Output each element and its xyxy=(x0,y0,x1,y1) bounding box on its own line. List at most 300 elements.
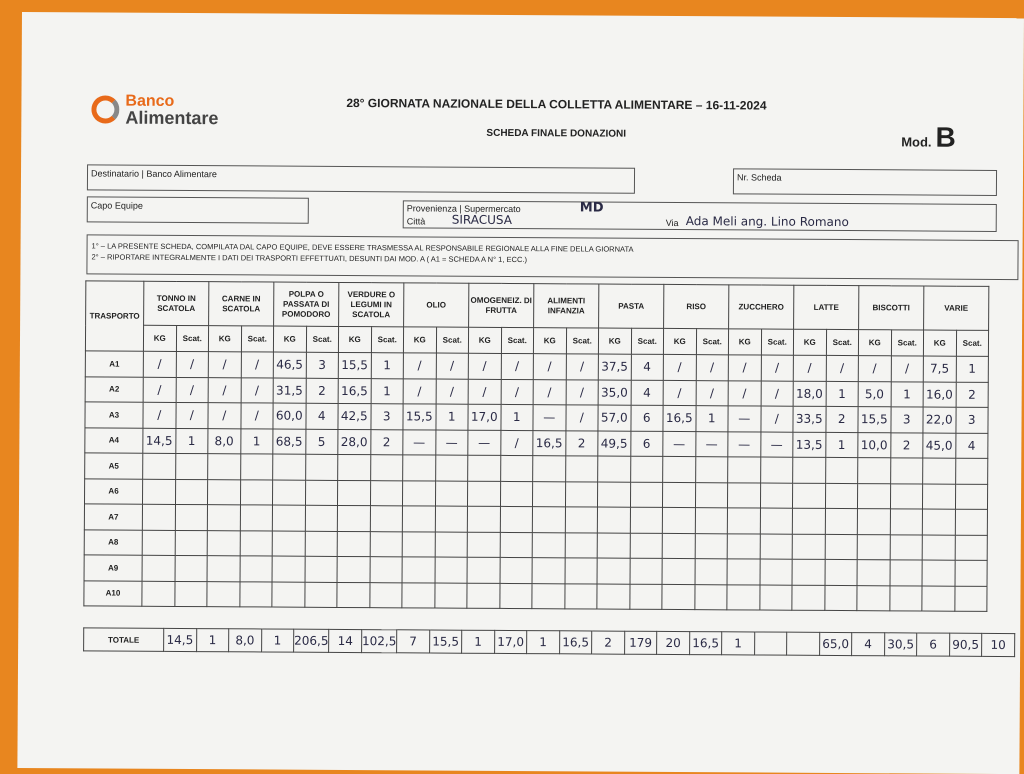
table-cell: / xyxy=(436,379,469,405)
table-cell: — xyxy=(728,431,761,457)
table-cell: 3 xyxy=(370,404,403,430)
instruction-line-1: 1° – LA PRESENTE SCHEDA, COMPILATA DAL CAPO EQUIPE, DEVE ESSERE TRASMESSA AL RESPONSABILE REGIONALE ALLA FINE DELLA GIORNATA xyxy=(91,241,634,254)
page-subtitle: SCHEDA FINALE DONAZIONI xyxy=(486,127,627,140)
table-cell xyxy=(468,455,501,481)
transport-table xyxy=(83,280,989,612)
table-cell: 33,5 xyxy=(793,406,826,432)
nr-scheda-field xyxy=(733,168,997,196)
transport-row-label: A5 xyxy=(85,453,143,479)
table-cell: 16,0 xyxy=(923,382,956,408)
table-cell: 17,0 xyxy=(468,404,501,430)
table-cell xyxy=(695,533,728,559)
table-cell xyxy=(500,481,533,507)
table-cell: 46,5 xyxy=(273,352,306,378)
table-cell xyxy=(890,560,923,586)
table-cell xyxy=(597,482,630,508)
totale-cell: 15,5 xyxy=(429,630,462,653)
table-cell: — xyxy=(695,431,728,457)
table-cell: 1 xyxy=(240,428,273,454)
table-cell: / xyxy=(760,406,793,432)
table-cell xyxy=(922,560,955,586)
table-cell xyxy=(272,531,305,557)
kg-subheader: KG xyxy=(858,330,891,356)
kg-subheader: KG xyxy=(793,329,826,355)
totale-cell: 90,5 xyxy=(949,633,982,656)
category-header: OMOGENEIZ. DI FRUTTA xyxy=(469,283,534,327)
table-cell xyxy=(922,586,955,612)
table-cell xyxy=(369,582,402,608)
provenienza-field xyxy=(403,200,997,232)
table-cell xyxy=(565,558,598,584)
table-cell: / xyxy=(663,354,696,380)
table-cell xyxy=(922,509,955,535)
table-cell xyxy=(403,455,436,481)
table-cell: 3 xyxy=(955,407,988,433)
table-cell xyxy=(922,535,955,561)
table-cell: / xyxy=(533,379,566,405)
table-cell: / xyxy=(240,403,273,429)
table-cell xyxy=(629,584,662,610)
totale-cell: 1 xyxy=(722,632,755,655)
totale-cell: 102,5 xyxy=(361,630,396,653)
table-cell: / xyxy=(143,351,176,377)
table-cell: 35,0 xyxy=(598,380,631,406)
table-cell: 1 xyxy=(825,432,858,458)
scat-subheader: Scat. xyxy=(761,329,794,355)
table-cell xyxy=(532,583,565,609)
table-cell xyxy=(467,481,500,507)
table-cell: 16,5 xyxy=(533,430,566,456)
table-cell xyxy=(923,458,956,484)
table-cell xyxy=(630,456,663,482)
logo-line-2: Alimentare xyxy=(125,107,219,129)
table-cell xyxy=(500,506,533,532)
totale-cell xyxy=(754,632,787,655)
table-cell: / xyxy=(143,402,176,428)
table-cell xyxy=(565,507,598,533)
table-cell: 1 xyxy=(175,428,208,454)
table-cell: / xyxy=(761,355,794,381)
table-cell xyxy=(630,558,663,584)
scat-subheader: Scat. xyxy=(566,328,599,354)
table-cell xyxy=(207,479,240,505)
table-cell xyxy=(662,558,695,584)
table-cell: 15,5 xyxy=(338,352,371,378)
table-cell xyxy=(304,582,337,608)
table-cell xyxy=(207,556,240,582)
table-cell: 6 xyxy=(630,431,663,457)
table-cell: / xyxy=(468,379,501,405)
table-cell xyxy=(760,483,793,509)
table-cell: 2 xyxy=(370,429,403,455)
table-cell xyxy=(760,457,793,483)
table-cell: 1 xyxy=(500,404,533,430)
table-cell xyxy=(954,586,987,612)
table-cell: 5 xyxy=(305,429,338,455)
table-cell xyxy=(142,555,175,581)
table-cell xyxy=(174,581,207,607)
table-cell xyxy=(824,585,857,611)
table-cell xyxy=(175,530,208,556)
totale-cell: 65,0 xyxy=(819,632,852,655)
table-cell: / xyxy=(501,379,534,405)
table-cell: 1 xyxy=(371,378,404,404)
category-header: VARIE xyxy=(924,286,989,330)
table-cell xyxy=(175,555,208,581)
citta-label: Città xyxy=(406,216,426,227)
table-cell xyxy=(792,483,825,509)
table-cell: 4 xyxy=(305,403,338,429)
table-cell: 57,0 xyxy=(598,405,631,431)
table-cell xyxy=(500,532,533,558)
table-cell xyxy=(175,453,208,479)
table-cell xyxy=(272,582,305,608)
table-cell: 14,5 xyxy=(143,428,176,454)
table-cell xyxy=(792,508,825,534)
scat-subheader: Scat. xyxy=(436,327,469,353)
table-cell: / xyxy=(208,377,241,403)
table-cell xyxy=(467,506,500,532)
table-cell: / xyxy=(565,405,598,431)
table-cell xyxy=(728,457,761,483)
table-cell xyxy=(467,532,500,558)
table-cell xyxy=(305,556,338,582)
transport-row-label: A6 xyxy=(84,478,142,504)
page-title: 28° GIORNATA NAZIONALE DELLA COLLETTA ALIMENTARE – 16-11-2024 xyxy=(346,95,767,113)
table-cell: 1 xyxy=(371,353,404,379)
table-cell: / xyxy=(403,353,436,379)
table-cell: 18,0 xyxy=(793,381,826,407)
table-cell xyxy=(858,458,891,484)
table-cell xyxy=(825,534,858,560)
table-cell xyxy=(857,560,890,586)
transport-row-label: A1 xyxy=(85,351,143,377)
table-cell: / xyxy=(728,355,761,381)
table-cell xyxy=(759,585,792,611)
table-cell xyxy=(175,504,208,530)
table-cell xyxy=(695,482,728,508)
table-cell: / xyxy=(826,355,859,381)
table-cell xyxy=(857,534,890,560)
totale-cell: 8,0 xyxy=(229,629,262,652)
transport-row-label: A8 xyxy=(84,529,142,555)
table-cell xyxy=(760,559,793,585)
table-cell: 1 xyxy=(956,356,989,382)
table-cell: 15,5 xyxy=(858,407,891,433)
table-cell: 8,0 xyxy=(208,428,241,454)
totale-table xyxy=(83,627,1015,657)
table-cell xyxy=(467,583,500,609)
scat-subheader: Scat. xyxy=(956,330,989,356)
kg-subheader: KG xyxy=(663,328,696,354)
transport-row-label: A3 xyxy=(85,402,143,428)
scat-subheader: Scat. xyxy=(696,329,729,355)
table-cell xyxy=(663,456,696,482)
table-cell xyxy=(240,556,273,582)
table-cell xyxy=(337,556,370,582)
category-header: OLIO xyxy=(404,283,469,327)
table-cell xyxy=(727,482,760,508)
capo-equipe-field xyxy=(87,196,309,223)
kg-subheader: KG xyxy=(273,326,306,352)
table-cell xyxy=(272,556,305,582)
category-header: BISCOTTI xyxy=(859,286,924,330)
table-cell: 4 xyxy=(955,433,988,459)
table-cell xyxy=(565,532,598,558)
table-cell xyxy=(208,454,241,480)
table-cell xyxy=(533,456,566,482)
transport-row-label: A2 xyxy=(85,376,143,402)
table-cell xyxy=(370,531,403,557)
table-cell xyxy=(597,558,630,584)
totale-cell: 1 xyxy=(261,629,294,652)
totale-cell: 14,5 xyxy=(164,628,197,651)
mod-value: B xyxy=(935,121,956,153)
table-cell xyxy=(792,585,825,611)
table-cell xyxy=(142,581,175,607)
table-cell xyxy=(955,560,988,586)
table-cell: — xyxy=(403,429,436,455)
table-cell xyxy=(239,581,272,607)
table-cell xyxy=(825,457,858,483)
kg-subheader: KG xyxy=(403,327,436,353)
table-cell xyxy=(337,480,370,506)
table-cell: 16,5 xyxy=(663,405,696,431)
table-cell: 3 xyxy=(306,352,339,378)
scat-subheader: Scat. xyxy=(891,330,924,356)
table-cell: 15,5 xyxy=(403,404,436,430)
table-cell: / xyxy=(891,356,924,382)
table-cell: / xyxy=(663,380,696,406)
table-cell xyxy=(760,508,793,534)
totale-cell: 1 xyxy=(527,631,560,654)
category-header: LATTE xyxy=(794,285,859,329)
table-cell xyxy=(370,557,403,583)
totale-cell: 30,5 xyxy=(884,633,917,656)
table-cell: 6 xyxy=(630,405,663,431)
destinatario-label: Destinatario | Banco Alimentare xyxy=(90,168,217,180)
table-cell: / xyxy=(501,353,534,379)
kg-subheader: KG xyxy=(533,328,566,354)
table-cell: / xyxy=(208,352,241,378)
table-cell xyxy=(240,505,273,531)
table-cell: / xyxy=(143,377,176,403)
table-cell xyxy=(500,455,533,481)
table-cell xyxy=(727,533,760,559)
table-cell: / xyxy=(436,353,469,379)
table-cell: 68,5 xyxy=(273,429,306,455)
table-cell xyxy=(435,557,468,583)
table-cell: 37,5 xyxy=(598,354,631,380)
table-cell: / xyxy=(696,380,729,406)
table-cell: / xyxy=(175,402,208,428)
scat-subheader: Scat. xyxy=(176,325,209,351)
table-cell xyxy=(694,584,727,610)
table-cell xyxy=(434,583,467,609)
table-cell xyxy=(142,530,175,556)
table-cell xyxy=(402,531,435,557)
transport-row-label: A4 xyxy=(85,427,143,453)
table-cell xyxy=(890,509,923,535)
table-cell: 7,5 xyxy=(923,356,956,382)
table-cell: 3 xyxy=(890,407,923,433)
table-cell xyxy=(532,481,565,507)
table-cell xyxy=(565,481,598,507)
table-cell: / xyxy=(176,351,209,377)
table-cell xyxy=(142,479,175,505)
table-cell: 31,5 xyxy=(273,378,306,404)
table-cell: / xyxy=(241,352,274,378)
table-cell: 4 xyxy=(631,354,664,380)
table-cell: 28,0 xyxy=(338,429,371,455)
table-cell: / xyxy=(566,354,599,380)
table-cell: 1 xyxy=(695,406,728,432)
table-cell: / xyxy=(696,355,729,381)
table-cell xyxy=(435,481,468,507)
table-cell: 10,0 xyxy=(858,432,891,458)
table-cell xyxy=(889,585,922,611)
kg-subheader: KG xyxy=(468,327,501,353)
transport-row-label: A10 xyxy=(84,580,142,606)
table-cell: / xyxy=(793,355,826,381)
table-cell: 22,0 xyxy=(923,407,956,433)
kg-subheader: KG xyxy=(338,326,371,352)
table-cell xyxy=(207,505,240,531)
table-cell xyxy=(305,505,338,531)
banco-alimentare-logo xyxy=(91,92,218,127)
citta-value: SIRACUSA xyxy=(451,212,513,227)
table-cell xyxy=(825,508,858,534)
instructions-box xyxy=(86,234,1018,280)
table-cell xyxy=(207,581,240,607)
table-cell: / xyxy=(761,381,794,407)
table-cell: — xyxy=(435,430,468,456)
table-cell xyxy=(922,484,955,510)
table-cell xyxy=(402,480,435,506)
table-cell xyxy=(499,583,532,609)
kg-subheader: KG xyxy=(728,329,761,355)
table-cell: 2 xyxy=(306,378,339,404)
table-cell xyxy=(240,479,273,505)
table-cell xyxy=(338,454,371,480)
logo-mark-icon xyxy=(91,95,119,123)
table-cell: 2 xyxy=(956,382,989,408)
table-cell xyxy=(272,505,305,531)
table-cell xyxy=(305,480,338,506)
provenienza-label: Provenienza | Supermercato xyxy=(406,203,521,215)
table-cell xyxy=(370,480,403,506)
totale-cell: 2 xyxy=(592,631,625,654)
table-cell xyxy=(857,483,890,509)
table-cell xyxy=(662,507,695,533)
mod-label: Mod. xyxy=(901,134,932,150)
table-cell: / xyxy=(728,380,761,406)
mod-badge xyxy=(901,121,956,153)
table-cell xyxy=(402,506,435,532)
via-label: Via xyxy=(665,217,679,229)
table-cell xyxy=(597,533,630,559)
table-cell: 60,0 xyxy=(273,403,306,429)
via-value: Ada Meli ang. Lino Romano xyxy=(685,214,849,230)
table-cell: 1 xyxy=(435,404,468,430)
table-cell xyxy=(500,557,533,583)
table-cell: 2 xyxy=(565,430,598,456)
totale-cell: 14 xyxy=(329,629,362,652)
table-cell: 5,0 xyxy=(858,381,891,407)
category-header: ZUCCHERO xyxy=(729,285,794,329)
totale-cell: 206,5 xyxy=(294,629,329,652)
totale-cell: 1 xyxy=(462,630,495,653)
table-cell: / xyxy=(533,354,566,380)
table-cell xyxy=(370,506,403,532)
table-cell xyxy=(727,584,760,610)
table-cell: — xyxy=(760,432,793,458)
instruction-line-2: 2° – RIPORTARE INTEGRALMENTE I DATI DEI TRASPORTI EFFETTUATI, DESUNTI DAI MOD. A ( A1 = SCHEDA A N° 1, ECC.) xyxy=(91,252,527,265)
kg-subheader: KG xyxy=(923,330,956,356)
table-cell xyxy=(305,531,338,557)
table-cell xyxy=(337,505,370,531)
scat-subheader: Scat. xyxy=(631,328,664,354)
table-cell: 42,5 xyxy=(338,403,371,429)
table-cell xyxy=(143,453,176,479)
table-cell: / xyxy=(500,430,533,456)
table-cell xyxy=(695,508,728,534)
table-cell xyxy=(793,457,826,483)
totale-cell: 10 xyxy=(982,633,1015,656)
category-header: TONNO IN SCATOLA xyxy=(144,281,209,325)
totale-cell: 4 xyxy=(852,633,885,656)
table-cell xyxy=(727,559,760,585)
table-cell xyxy=(272,480,305,506)
category-header: POLPA O PASSATA DI POMODORO xyxy=(274,282,339,326)
transport-row-label: A7 xyxy=(84,504,142,530)
nr-scheda-label: Nr. Scheda xyxy=(736,172,782,183)
table-cell: 16,5 xyxy=(338,378,371,404)
table-cell: — xyxy=(663,431,696,457)
table-cell xyxy=(955,535,988,561)
table-cell xyxy=(662,482,695,508)
totale-cell: 16,5 xyxy=(689,632,722,655)
table-cell xyxy=(435,455,468,481)
totale-label: TOTALE xyxy=(84,628,164,651)
category-header: CARNE IN SCATOLA xyxy=(209,282,274,326)
table-cell: — xyxy=(728,406,761,432)
table-cell xyxy=(337,531,370,557)
table-cell xyxy=(402,582,435,608)
category-header: PASTA xyxy=(599,284,664,328)
table-cell xyxy=(597,584,630,610)
table-cell xyxy=(662,584,695,610)
table-cell: 4 xyxy=(631,380,664,406)
table-cell xyxy=(825,559,858,585)
logo-line-1: Banco xyxy=(125,92,175,110)
table-cell xyxy=(273,454,306,480)
table-cell xyxy=(532,507,565,533)
table-cell xyxy=(955,484,988,510)
table-cell xyxy=(890,483,923,509)
table-cell: — xyxy=(468,430,501,456)
category-header: RISO xyxy=(664,284,729,328)
table-cell xyxy=(435,506,468,532)
table-cell xyxy=(532,532,565,558)
table-cell: / xyxy=(176,377,209,403)
table-cell: 2 xyxy=(825,406,858,432)
table-cell: / xyxy=(468,353,501,379)
table-cell xyxy=(467,557,500,583)
kg-subheader: KG xyxy=(598,328,631,354)
provenienza-value: MD xyxy=(579,200,604,216)
table-cell xyxy=(792,559,825,585)
